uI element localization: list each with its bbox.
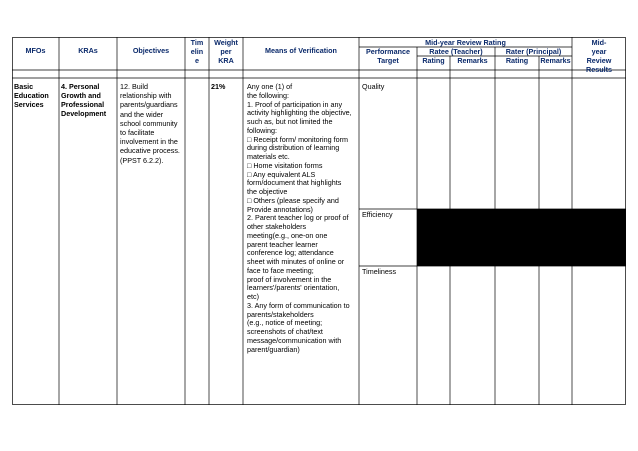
header-rater-rating: Rating: [505, 56, 529, 65]
means-line: the objective: [247, 187, 288, 196]
header-weight-1: Weight: [214, 38, 238, 47]
target-quality: Quality: [362, 82, 385, 91]
header-means-of-verification: Means of Verification: [265, 46, 337, 55]
means-line: □ Any equivalent ALS: [247, 169, 316, 179]
means-line: screenshots of chat/text: [247, 327, 323, 336]
means-line: activity highlighting the objective,: [247, 108, 352, 118]
means-line: parents/stakeholders: [247, 309, 314, 319]
objective-line-5: school community: [120, 118, 178, 128]
means-line: parent teacher learner: [247, 239, 318, 249]
objective-line-4: and the wider: [120, 109, 164, 119]
means-line: the following:: [247, 90, 289, 100]
target-efficiency: Efficiency: [362, 210, 393, 219]
means-line: form/document that highlights: [247, 178, 342, 188]
means-line: etc): [247, 292, 259, 301]
means-line: 1. Proof of participation in any: [247, 99, 343, 109]
means-line: □ Home visitation forms: [247, 160, 323, 170]
header-ratee-remarks: Remarks: [457, 56, 488, 65]
objective-line-1: 12. Build: [120, 82, 148, 91]
header-rater-principal: Rater (Principal): [505, 47, 562, 56]
kra-line-3: Professional: [61, 100, 105, 109]
means-line: learners'/parents' orientation,: [247, 283, 340, 293]
objective-line-2: relationship with: [120, 91, 172, 101]
header-midyear-results-3: Review: [586, 56, 612, 65]
header-timeline-2: elin: [190, 47, 204, 56]
means-line: sheet with minutes of online or: [247, 257, 345, 266]
header-kras: KRAs: [78, 46, 98, 55]
means-line: 3. Any form of communication to: [247, 300, 350, 310]
redaction-block: [417, 209, 626, 266]
target-timeliness: Timeliness: [362, 267, 397, 276]
means-line: message/communication with: [247, 335, 342, 345]
objective-line-8: educative process.: [120, 146, 180, 156]
means-line: (e.g., notice of meeting;: [247, 318, 323, 328]
kra-line-2: Growth and: [61, 91, 101, 100]
header-timeline-1: Tim: [190, 38, 204, 47]
header-midyear-results-4: Results: [586, 65, 612, 74]
means-line: following:: [247, 125, 277, 135]
means-line: □ Receipt form/ monitoring form: [247, 134, 349, 144]
objective-line-7: involvement in the: [120, 137, 178, 147]
means-line: materials etc.: [247, 152, 290, 161]
means-line: during distribution of learning: [247, 143, 340, 153]
header-timeline-3: e: [195, 56, 199, 65]
means-line: other stakeholders: [247, 222, 307, 231]
objective-line-3: parents/guardians: [120, 100, 178, 110]
means-line: Provide annotations): [247, 204, 313, 214]
means-line: proof of involvement in the: [247, 274, 332, 284]
header-performance-target-2: Target: [377, 56, 399, 65]
header-rater-remarks: Remarks: [540, 56, 571, 65]
header-weight-3: KRA: [218, 56, 234, 65]
means-line: Any one (1) of: [247, 82, 293, 91]
header-midyear-results-1: Mid-: [591, 38, 607, 47]
kra-line-1: 4. Personal: [61, 82, 100, 91]
mfo-line-1: Basic: [14, 82, 34, 91]
objective-line-6: to facilitate: [120, 128, 155, 137]
means-line: such as, but not limited the: [247, 117, 333, 126]
means-line: face to face meeting;: [247, 265, 314, 275]
means-line: parent/guardian): [247, 344, 300, 354]
kra-line-4: Development: [61, 109, 107, 118]
mfo-line-3: Services: [14, 100, 44, 109]
header-ratee-teacher: Ratee (Teacher): [429, 47, 483, 56]
means-line: conference log; attendance: [247, 248, 334, 258]
objective-line-9: (PPST 6.2.2).: [120, 155, 164, 165]
means-line: meeting(e.g., one-on one: [247, 230, 328, 240]
means-line: □ Others (please specify and: [247, 195, 339, 205]
header-ratee-rating: Rating: [422, 56, 445, 65]
header-objectives: Objectives: [132, 46, 170, 55]
header-performance-target-1: Performance: [366, 47, 410, 56]
weight-value: 21%: [211, 82, 226, 91]
header-midyear-review-rating: Mid-year Review Rating: [425, 38, 506, 47]
means-line: 2. Parent teacher log or proof of: [247, 213, 349, 223]
mfo-line-2: Education: [14, 91, 49, 100]
header-weight-2: per: [220, 47, 232, 56]
header-midyear-results-2: year: [591, 47, 607, 56]
header-mfos: MFOs: [25, 46, 46, 55]
